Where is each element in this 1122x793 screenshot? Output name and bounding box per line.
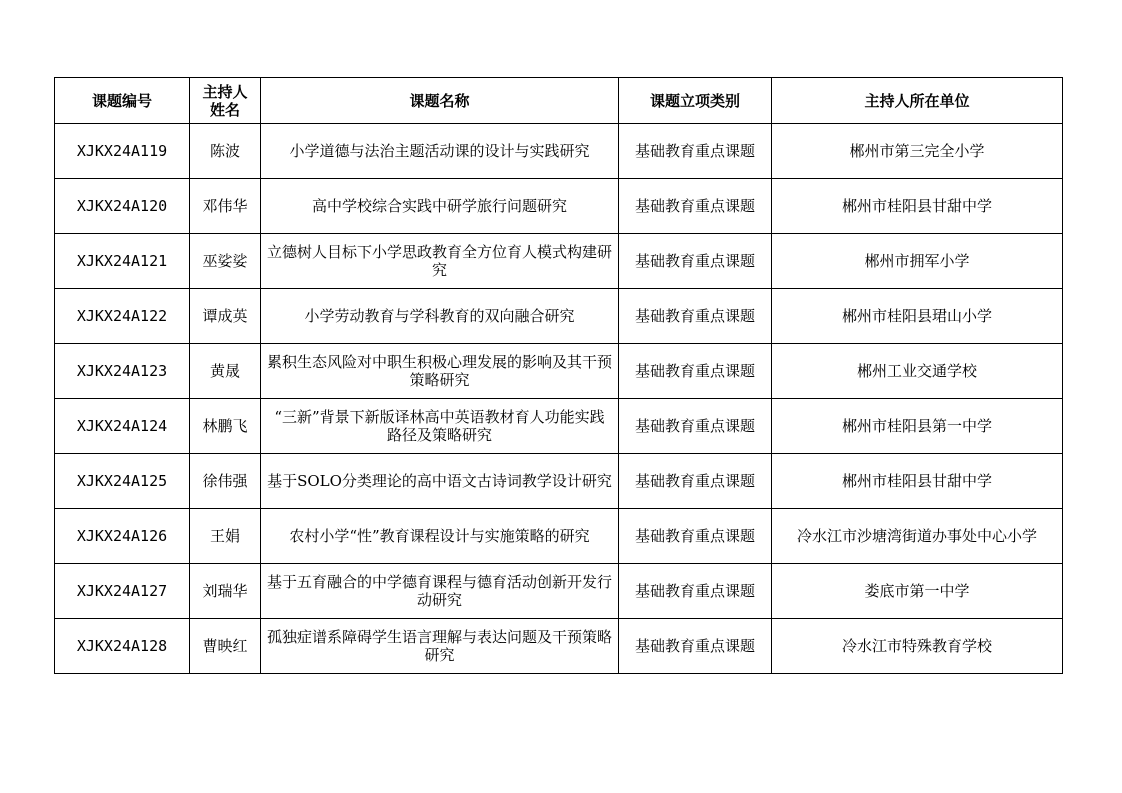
cell-code: XJKX24A122 — [55, 289, 190, 344]
cell-title: 立德树人目标下小学思政教育全方位育人模式构建研究 — [261, 234, 619, 289]
cell-category: 基础教育重点课题 — [619, 564, 772, 619]
cell-category: 基础教育重点课题 — [619, 619, 772, 674]
cell-host: 林鹏飞 — [190, 399, 261, 454]
cell-host: 陈波 — [190, 124, 261, 179]
cell-title: “三新”背景下新版译林高中英语教材育人功能实践路径及策略研究 — [261, 399, 619, 454]
table-row — [55, 454, 1063, 509]
cell-unit: 郴州市桂阳县珺山小学 — [772, 289, 1063, 344]
header-unit: 主持人所在单位 — [772, 78, 1063, 124]
cell-unit: 郴州市桂阳县甘甜中学 — [772, 454, 1063, 509]
cell-unit: 郴州市拥军小学 — [772, 234, 1063, 289]
header-title: 课题名称 — [261, 78, 619, 124]
cell-title: 基于五育融合的中学德育课程与德育活动创新开发行动研究 — [261, 564, 619, 619]
header-category: 课题立项类别 — [619, 78, 772, 124]
table-row — [55, 619, 1063, 674]
table-row — [55, 344, 1063, 399]
cell-unit: 郴州市桂阳县甘甜中学 — [772, 179, 1063, 234]
cell-host: 刘瑞华 — [190, 564, 261, 619]
cell-unit: 娄底市第一中学 — [772, 564, 1063, 619]
cell-category: 基础教育重点课题 — [619, 454, 772, 509]
table-row — [55, 509, 1063, 564]
table-row — [55, 289, 1063, 344]
cell-host: 巫娑娑 — [190, 234, 261, 289]
cell-code: XJKX24A127 — [55, 564, 190, 619]
cell-category: 基础教育重点课题 — [619, 399, 772, 454]
cell-unit: 冷水江市特殊教育学校 — [772, 619, 1063, 674]
cell-unit: 郴州市第三完全小学 — [772, 124, 1063, 179]
cell-category: 基础教育重点课题 — [619, 124, 772, 179]
cell-title: 小学道德与法治主题活动课的设计与实践研究 — [261, 124, 619, 179]
cell-code: XJKX24A128 — [55, 619, 190, 674]
cell-category: 基础教育重点课题 — [619, 234, 772, 289]
cell-category: 基础教育重点课题 — [619, 289, 772, 344]
cell-code: XJKX24A120 — [55, 179, 190, 234]
cell-code: XJKX24A119 — [55, 124, 190, 179]
cell-title: 基于SOLO分类理论的高中语文古诗词教学设计研究 — [261, 454, 619, 509]
table-row — [55, 179, 1063, 234]
cell-code: XJKX24A124 — [55, 399, 190, 454]
cell-title: 孤独症谱系障碍学生语言理解与表达问题及干预策略研究 — [261, 619, 619, 674]
cell-host: 曹映红 — [190, 619, 261, 674]
table-row — [55, 234, 1063, 289]
cell-code: XJKX24A126 — [55, 509, 190, 564]
project-table — [54, 77, 1063, 674]
cell-title: 累积生态风险对中职生积极心理发展的影响及其干预策略研究 — [261, 344, 619, 399]
header-code: 课题编号 — [55, 78, 190, 124]
cell-title: 高中学校综合实践中研学旅行问题研究 — [261, 179, 619, 234]
cell-host: 徐伟强 — [190, 454, 261, 509]
cell-host: 王娟 — [190, 509, 261, 564]
header-host: 主持人姓名 — [190, 78, 261, 124]
header-row — [55, 78, 1063, 124]
cell-unit: 郴州工业交通学校 — [772, 344, 1063, 399]
cell-title: 农村小学“性”教育课程设计与实施策略的研究 — [261, 509, 619, 564]
cell-category: 基础教育重点课题 — [619, 344, 772, 399]
cell-host: 邓伟华 — [190, 179, 261, 234]
cell-unit: 冷水江市沙塘湾街道办事处中心小学 — [772, 509, 1063, 564]
table-row — [55, 124, 1063, 179]
cell-category: 基础教育重点课题 — [619, 509, 772, 564]
table-row — [55, 399, 1063, 454]
table-row — [55, 564, 1063, 619]
cell-host: 谭成英 — [190, 289, 261, 344]
cell-unit: 郴州市桂阳县第一中学 — [772, 399, 1063, 454]
cell-code: XJKX24A121 — [55, 234, 190, 289]
cell-code: XJKX24A125 — [55, 454, 190, 509]
cell-host: 黄晟 — [190, 344, 261, 399]
cell-title: 小学劳动教育与学科教育的双向融合研究 — [261, 289, 619, 344]
cell-category: 基础教育重点课题 — [619, 179, 772, 234]
cell-code: XJKX24A123 — [55, 344, 190, 399]
